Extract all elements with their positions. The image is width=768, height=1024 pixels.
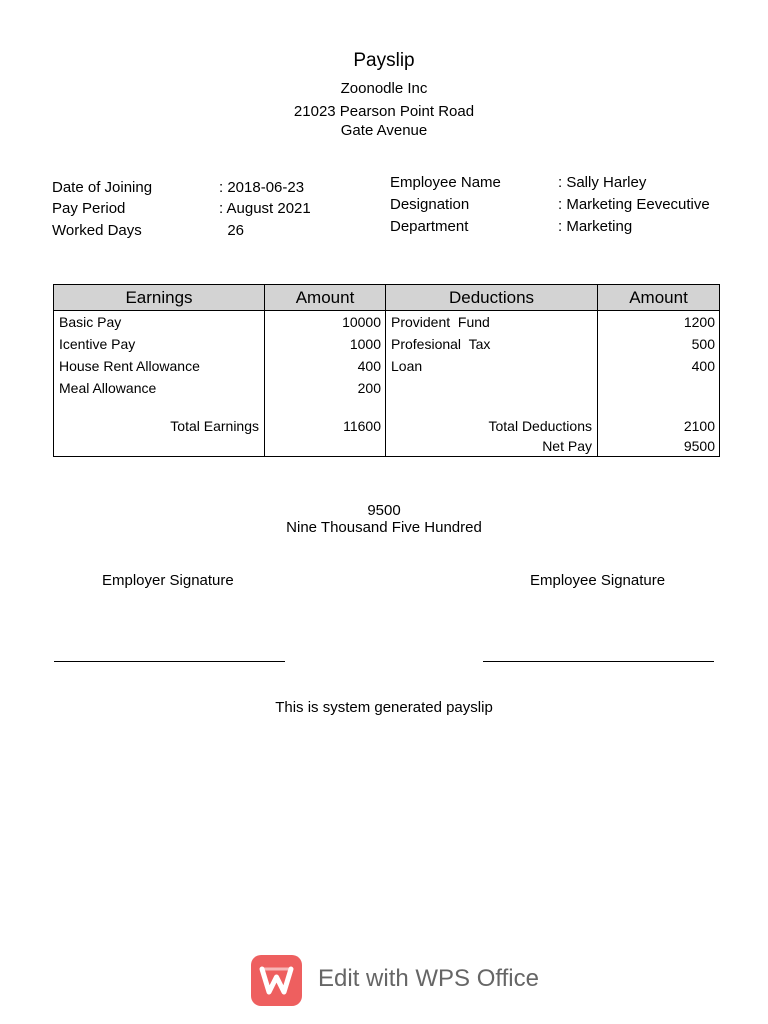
net-pay-label: Net Pay [386, 436, 598, 457]
earning-amount: 200 [265, 377, 386, 399]
wps-office-icon[interactable] [251, 955, 302, 1006]
designation-value: : Marketing Eevecutive [558, 196, 710, 213]
employee-name-value: : Sally Harley [558, 174, 647, 191]
earning-amount: 400 [265, 355, 386, 377]
employee-signature-label: Employee Signature [530, 572, 666, 589]
table-row [54, 377, 720, 399]
department-value: : Marketing [558, 218, 633, 235]
deductions-header: Deductions [386, 285, 598, 311]
company-address-line1: 21023 Pearson Point Road [293, 103, 475, 120]
designation-label: Designation [390, 196, 470, 213]
deduction-amount: 1200 [598, 311, 720, 334]
earnings-deductions-table [53, 284, 720, 457]
earning-item: House Rent Allowance [54, 355, 265, 377]
date-of-joining-value: : 2018-06-23 [219, 179, 305, 196]
deduction-item: Profesional Tax [386, 333, 598, 355]
table-row [54, 311, 720, 334]
net-pay-row [54, 436, 720, 457]
table-header-row [54, 285, 720, 311]
earnings-header: Earnings [54, 285, 265, 311]
deduction-amount: 400 [598, 355, 720, 377]
total-earnings-label: Total Earnings [54, 416, 265, 436]
table-spacer-row [54, 399, 720, 416]
total-earnings-value: 11600 [265, 416, 386, 436]
deduction-item [386, 377, 598, 399]
deduction-item: Provident Fund [386, 311, 598, 334]
deduction-item: Loan [386, 355, 598, 377]
edit-with-wps-link[interactable]: Edit with WPS Office [318, 965, 539, 992]
pay-period-label: Pay Period [52, 200, 126, 217]
date-of-joining-label: Date of Joining [52, 179, 153, 196]
earning-amount: 10000 [265, 311, 386, 334]
deductions-amount-header: Amount [598, 285, 720, 311]
worked-days-value: 26 [219, 222, 245, 239]
deduction-amount: 500 [598, 333, 720, 355]
company-name: Zoonodle Inc [340, 80, 428, 97]
company-address-line2: Gate Avenue [340, 122, 428, 139]
employee-name-label: Employee Name [390, 174, 501, 191]
system-generated-note: This is system generated payslip [275, 699, 493, 716]
net-pay-value: 9500 [598, 436, 720, 457]
earning-item: Icentive Pay [54, 333, 265, 355]
document-title: Payslip [353, 50, 415, 71]
earning-item: Meal Allowance [54, 377, 265, 399]
wps-logo-glyph [251, 955, 302, 1006]
total-deductions-label: Total Deductions [386, 416, 598, 436]
earning-amount: 1000 [265, 333, 386, 355]
table-row [54, 333, 720, 355]
department-label: Department [390, 218, 469, 235]
deduction-amount [598, 377, 720, 399]
pay-period-value: : August 2021 [219, 200, 311, 217]
table-row [54, 355, 720, 377]
totals-row [54, 416, 720, 436]
total-deductions-value: 2100 [598, 416, 720, 436]
earnings-amount-header: Amount [265, 285, 386, 311]
net-pay-amount: 9500 [367, 502, 401, 519]
earning-item: Basic Pay [54, 311, 265, 334]
employer-signature-line [54, 661, 285, 662]
net-pay-in-words: Nine Thousand Five Hundred [286, 519, 482, 536]
employer-signature-label: Employer Signature [102, 572, 234, 589]
employee-signature-line [483, 661, 714, 662]
worked-days-label: Worked Days [52, 222, 142, 239]
